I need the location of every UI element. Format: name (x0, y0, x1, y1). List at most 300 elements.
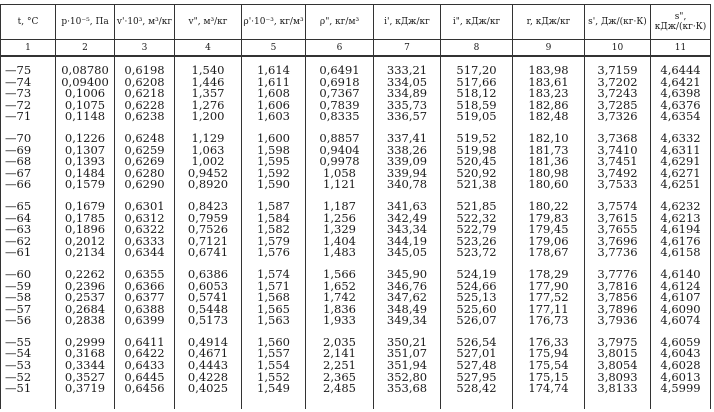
table-value: 0,6208 (124, 74, 165, 89)
table-value: 3,7451 (597, 154, 638, 169)
column-cell (306, 125, 374, 193)
table-value: 4,6251 (660, 177, 701, 192)
table-value: 3,7285 (597, 97, 638, 112)
table-value: 1,836 (323, 301, 356, 316)
temperature-value: —71 (5, 109, 32, 124)
table-value: 177,11 (528, 301, 569, 316)
table-value: 3,7492 (597, 165, 638, 180)
table-value: 0,6388 (124, 301, 165, 316)
column-cell (306, 56, 374, 125)
table-value: 1,121 (323, 177, 356, 192)
table-value: 0,2396 (64, 278, 106, 293)
column-cell (175, 261, 242, 329)
column-cell (56, 125, 115, 193)
table-value: 0,6290 (124, 177, 165, 192)
table-value: 335,73 (386, 97, 428, 112)
column-cell (651, 125, 711, 193)
column-cell (56, 261, 115, 329)
table-value: 3,7202 (597, 74, 638, 89)
table-value: 0,1226 (64, 130, 106, 145)
table-value: 1,566 (323, 266, 356, 281)
column-cell (1, 193, 56, 261)
column-cell (374, 329, 441, 409)
table-value: 0,2999 (64, 334, 106, 349)
column-cell (585, 125, 651, 193)
row-group (1, 193, 711, 261)
table-value: 0,6053 (187, 278, 229, 293)
temperature-value: —58 (5, 290, 32, 305)
column-cell (513, 193, 585, 261)
table-value: 0,4443 (187, 358, 229, 373)
table-value: 519,98 (456, 142, 497, 157)
table-value: 0,8920 (187, 177, 229, 192)
table-value: 1,590 (257, 177, 290, 192)
table-value: 1,598 (257, 142, 290, 157)
table-value: 3,7533 (597, 177, 638, 192)
table-value: 2,035 (323, 334, 356, 349)
table-value: 182,10 (528, 130, 569, 145)
table-value: 0,2537 (64, 290, 106, 305)
table-value: 179,83 (528, 210, 569, 225)
table-value: 0,2262 (64, 266, 106, 281)
column-cell (513, 329, 585, 409)
table-value: 4,6176 (660, 233, 701, 248)
temperature-value: —65 (5, 198, 32, 213)
table-value: 1,574 (257, 266, 290, 281)
table-value: 0,6238 (124, 109, 165, 124)
table-value: 4,6354 (660, 109, 701, 124)
table-value: 4,6291 (660, 154, 701, 169)
table-value: 346,76 (386, 278, 428, 293)
column-cell (374, 125, 441, 193)
table-value: 1,606 (257, 97, 290, 112)
column-cell (175, 56, 242, 125)
table-value: 2,251 (323, 358, 356, 373)
table-value: 3,7736 (597, 245, 638, 260)
row-group (1, 329, 711, 409)
column-cell (306, 329, 374, 409)
table-value: 0,9404 (319, 142, 360, 157)
table-value: 1,446 (191, 74, 225, 89)
table-value: 348,49 (386, 301, 428, 316)
temperature-value: —70 (5, 130, 32, 145)
table-value: 345,05 (386, 245, 428, 260)
table-value: 520,45 (456, 154, 497, 169)
table-value: 0,1785 (64, 210, 106, 225)
table-value: 4,6158 (660, 245, 701, 260)
table-value: 0,7367 (319, 86, 360, 101)
column-number: 10 (585, 40, 651, 57)
column-cell (56, 329, 115, 409)
column-number: 5 (242, 40, 306, 57)
temperature-value: —59 (5, 278, 32, 293)
column-header: t, °C (1, 5, 56, 40)
column-cell (115, 261, 175, 329)
column-cell (374, 193, 441, 261)
table-value: 339,09 (386, 154, 428, 169)
table-value: 4,6421 (660, 74, 701, 89)
table-value: 0,6344 (124, 245, 165, 260)
table-value: 183,98 (528, 63, 569, 77)
table-value: 176,33 (528, 334, 569, 349)
temperature-value: —57 (5, 301, 32, 316)
table-value: 0,6422 (124, 346, 165, 361)
column-cell (242, 329, 306, 409)
table-value: 1,592 (257, 165, 290, 180)
table-value: 0,6741 (187, 245, 229, 260)
table-value: 3,7655 (597, 222, 638, 237)
table-value: 333,21 (386, 63, 428, 77)
temperature-value: —74 (5, 74, 32, 89)
table-value: 4,6028 (660, 358, 701, 373)
table-value: 0,6386 (187, 266, 229, 281)
column-header: s", кДж/(кг·К) (651, 5, 711, 40)
temperature-value: —69 (5, 142, 32, 157)
column-cell (1, 261, 56, 329)
column-cell (115, 125, 175, 193)
column-cell (374, 261, 441, 329)
table-value: 3,7615 (597, 210, 638, 225)
table-value: 4,6311 (660, 142, 701, 157)
column-number: 3 (115, 40, 175, 57)
temperature-value: —75 (5, 63, 32, 77)
table-value: 518,59 (456, 97, 497, 112)
column-cell (1, 125, 56, 193)
table-value: 0,1679 (64, 198, 106, 213)
column-number: 4 (175, 40, 242, 57)
table-value: 0,2838 (64, 313, 106, 328)
table-value: 0,6269 (124, 154, 165, 169)
table-value: 3,8093 (597, 369, 638, 384)
column-cell (585, 193, 651, 261)
table-value: 1,549 (257, 381, 290, 396)
table-value: 4,6059 (660, 334, 701, 349)
table-value: 0,3344 (64, 358, 106, 373)
table-value: 2,365 (323, 369, 356, 384)
table-value: 1,584 (257, 210, 290, 225)
table-value: 0,3527 (64, 369, 106, 384)
table-value: 182,48 (528, 109, 569, 124)
table-value: 4,6013 (660, 369, 701, 384)
column-number: 11 (651, 40, 711, 57)
column-cell (175, 193, 242, 261)
table-value: 4,6194 (660, 222, 701, 237)
table-value: 4,6124 (660, 278, 701, 293)
column-cell (115, 56, 175, 125)
table-value: 1,483 (323, 245, 356, 260)
table-value: 0,5448 (187, 301, 229, 316)
table-value: 1,614 (257, 63, 290, 77)
column-header: v'·10³, м³/кг (115, 5, 175, 40)
temperature-value: —55 (5, 334, 32, 349)
table-value: 174,74 (528, 381, 569, 396)
table-value: 4,5999 (660, 381, 701, 396)
column-number: 9 (513, 40, 585, 57)
table-value: 0,1006 (64, 86, 106, 101)
table-value: 522,32 (456, 210, 497, 225)
column-cell (115, 329, 175, 409)
table-value: 0,7839 (319, 97, 360, 112)
column-cell (441, 193, 513, 261)
table-value: 349,34 (386, 313, 428, 328)
table-value: 0,1393 (64, 154, 106, 169)
column-cell (585, 56, 651, 125)
table-value: 3,7776 (597, 266, 638, 281)
temperature-value: —52 (5, 369, 32, 384)
column-header: r, кДж/кг (513, 5, 585, 40)
temperature-value: —67 (5, 165, 32, 180)
column-header: ρ'·10⁻³, кг/м³ (242, 5, 306, 40)
table-value: 0,2134 (64, 245, 106, 260)
column-cell (374, 56, 441, 125)
header-row (1, 5, 711, 40)
table-value: 180,60 (528, 177, 569, 192)
temperature-value: —53 (5, 358, 32, 373)
table-value: 1,576 (257, 245, 290, 260)
table-body (1, 56, 711, 409)
table-value: 1,587 (257, 198, 290, 213)
table-value: 3,7816 (597, 278, 638, 293)
table-value: 0,1484 (64, 165, 106, 180)
table-value: 4,6074 (660, 313, 701, 328)
table-value: 3,8054 (597, 358, 638, 373)
table-value: 181,36 (528, 154, 569, 169)
table-value: 519,52 (456, 130, 497, 145)
table-value: 4,6444 (660, 63, 701, 77)
temperature-value: —62 (5, 233, 32, 248)
table-value: 0,6333 (124, 233, 165, 248)
table-value: 338,26 (386, 142, 428, 157)
table-value: 1,652 (323, 278, 356, 293)
column-cell (585, 261, 651, 329)
temperature-value: —72 (5, 97, 32, 112)
table-value: 527,48 (456, 358, 497, 373)
table-value: 0,6377 (124, 290, 165, 305)
column-cell (651, 329, 711, 409)
table-value: 0,8857 (319, 130, 360, 145)
table-value: 0,7959 (187, 210, 229, 225)
column-cell (115, 193, 175, 261)
column-cell (513, 56, 585, 125)
table-value: 340,78 (386, 177, 428, 192)
table-value: 3,7243 (597, 86, 638, 101)
table-value: 0,6399 (124, 313, 165, 328)
table-value: 0,3719 (64, 381, 106, 396)
table-value: 183,61 (528, 74, 569, 89)
table-value: 0,4025 (187, 381, 229, 396)
table-value: 352,80 (386, 369, 428, 384)
table-value: 342,49 (386, 210, 428, 225)
table-value: 3,7326 (597, 109, 638, 124)
column-number-row (1, 40, 711, 57)
table-value: 1,560 (257, 334, 290, 349)
table-value: 0,6918 (319, 74, 360, 89)
column-cell (441, 261, 513, 329)
row-group (1, 125, 711, 193)
table-value: 175,94 (528, 346, 569, 361)
table-value: 1,554 (257, 358, 290, 373)
table-value: 4,6213 (660, 210, 701, 225)
table-value: 0,5173 (187, 313, 229, 328)
table-value: 1,582 (257, 222, 290, 237)
table-value: 0,6312 (124, 210, 165, 225)
table-value: 0,1579 (64, 177, 106, 192)
temperature-value: —64 (5, 210, 32, 225)
column-cell (56, 193, 115, 261)
table-value: 0,6198 (124, 63, 165, 77)
table-value: 2,141 (323, 346, 356, 361)
column-cell (56, 56, 115, 125)
table-value: 0,6433 (124, 358, 165, 373)
column-cell (651, 193, 711, 261)
table-value: 524,66 (456, 278, 497, 293)
table-value: 2,485 (323, 381, 356, 396)
table-value: 344,19 (386, 233, 428, 248)
column-cell (175, 125, 242, 193)
table-value: 1,002 (191, 154, 225, 169)
column-header: s', Дж/(кг·К) (585, 5, 651, 40)
temperature-value: —60 (5, 266, 32, 281)
table-value: 524,19 (456, 266, 497, 281)
column-cell (242, 261, 306, 329)
table-value: 1,329 (323, 222, 356, 237)
table-value: 1,579 (257, 233, 290, 248)
table-value: 176,73 (528, 313, 569, 328)
table-value: 1,595 (257, 154, 290, 169)
row-group (1, 261, 711, 329)
table-value: 527,01 (456, 346, 497, 361)
table-value: 0,09400 (61, 74, 109, 89)
column-header: i', кДж/кг (374, 5, 441, 40)
table-value: 527,95 (456, 369, 497, 384)
column-header: p·10⁻⁵, Па (56, 5, 115, 40)
column-cell (306, 193, 374, 261)
column-number: 7 (374, 40, 441, 57)
column-number: 1 (1, 40, 56, 57)
column-cell (306, 261, 374, 329)
table-value: 0,6491 (319, 63, 360, 77)
table-value: 1,603 (257, 109, 290, 124)
table-value: 0,4914 (187, 334, 229, 349)
row-group (1, 56, 711, 125)
table-value: 0,5741 (187, 290, 229, 305)
table-value: 3,7696 (597, 233, 638, 248)
table-value: 181,73 (528, 142, 569, 157)
table-value: 0,6355 (124, 266, 165, 281)
table-value: 1,742 (323, 290, 356, 305)
table-value: 343,34 (386, 222, 428, 237)
table-value: 1,187 (323, 198, 356, 213)
table-value: 523,72 (456, 245, 497, 260)
table-value: 1,933 (323, 313, 356, 328)
table-value: 177,52 (528, 290, 569, 305)
table-value: 3,7574 (597, 198, 638, 213)
table-value: 526,54 (456, 334, 497, 349)
column-number: 2 (56, 40, 115, 57)
table-value: 1,571 (257, 278, 290, 293)
table-value: 0,6411 (124, 334, 165, 349)
table-value: 1,256 (323, 210, 356, 225)
table-value: 0,6456 (124, 381, 165, 396)
column-cell (242, 193, 306, 261)
table-value: 0,6259 (124, 142, 165, 157)
table-value: 0,1148 (64, 109, 106, 124)
table-value: 0,9978 (319, 154, 360, 169)
table-value: 3,8015 (597, 346, 638, 361)
table-value: 1,058 (323, 165, 356, 180)
column-cell (1, 56, 56, 125)
table-value: 351,94 (386, 358, 428, 373)
table-value: 341,63 (386, 198, 428, 213)
table-value: 525,13 (456, 290, 497, 305)
table-value: 0,2012 (64, 233, 106, 248)
table-value: 177,90 (528, 278, 569, 293)
table-value: 3,8133 (597, 381, 638, 396)
table-value: 0,08780 (61, 63, 109, 77)
table-value: 525,60 (456, 301, 497, 316)
table-value: 3,7975 (597, 334, 638, 349)
temperature-value: —63 (5, 222, 32, 237)
table-value: 4,6398 (660, 86, 701, 101)
table-value: 1,276 (191, 97, 225, 112)
table-value: 3,7936 (597, 313, 638, 328)
table-value: 520,92 (456, 165, 497, 180)
table-value: 178,67 (528, 245, 569, 260)
table-value: 4,6271 (660, 165, 701, 180)
table-value: 1,563 (257, 313, 290, 328)
properties-table (0, 4, 711, 409)
table-value: 523,26 (456, 233, 497, 248)
table-value: 0,9452 (187, 165, 229, 180)
column-cell (441, 125, 513, 193)
table-value: 1,600 (257, 130, 290, 145)
table-value: 351,07 (386, 346, 428, 361)
column-cell (242, 125, 306, 193)
table-value: 0,1307 (64, 142, 106, 157)
table-value: 4,6376 (660, 97, 701, 112)
table-value: 182,86 (528, 97, 569, 112)
table-value: 1,357 (191, 86, 225, 101)
column-cell (242, 56, 306, 125)
table-value: 517,66 (456, 74, 497, 89)
table-value: 519,05 (456, 109, 497, 124)
table-value: 1,540 (191, 63, 225, 77)
table-value: 0,6445 (124, 369, 165, 384)
table-value: 350,21 (386, 334, 428, 349)
table-value: 0,7121 (187, 233, 229, 248)
table-value: 0,8423 (187, 198, 229, 213)
table-value: 179,45 (528, 222, 569, 237)
table-value: 1,611 (257, 74, 290, 89)
table-value: 1,404 (323, 233, 356, 248)
table-value: 526,07 (456, 313, 497, 328)
table-value: 4,6107 (660, 290, 701, 305)
table-value: 353,68 (386, 381, 428, 396)
table-value: 0,6228 (124, 97, 165, 112)
column-cell (513, 261, 585, 329)
table-value: 0,4671 (187, 346, 229, 361)
table-value: 0,1075 (64, 97, 106, 112)
table-value: 1,565 (257, 301, 290, 316)
temperature-value: —54 (5, 346, 32, 361)
table-value: 0,7526 (187, 222, 229, 237)
table-value: 0,6301 (124, 198, 165, 213)
table-value: 518,12 (456, 86, 497, 101)
temperature-value: —51 (5, 381, 32, 396)
column-cell (585, 329, 651, 409)
table-value: 180,22 (528, 198, 569, 213)
column-number: 6 (306, 40, 374, 57)
